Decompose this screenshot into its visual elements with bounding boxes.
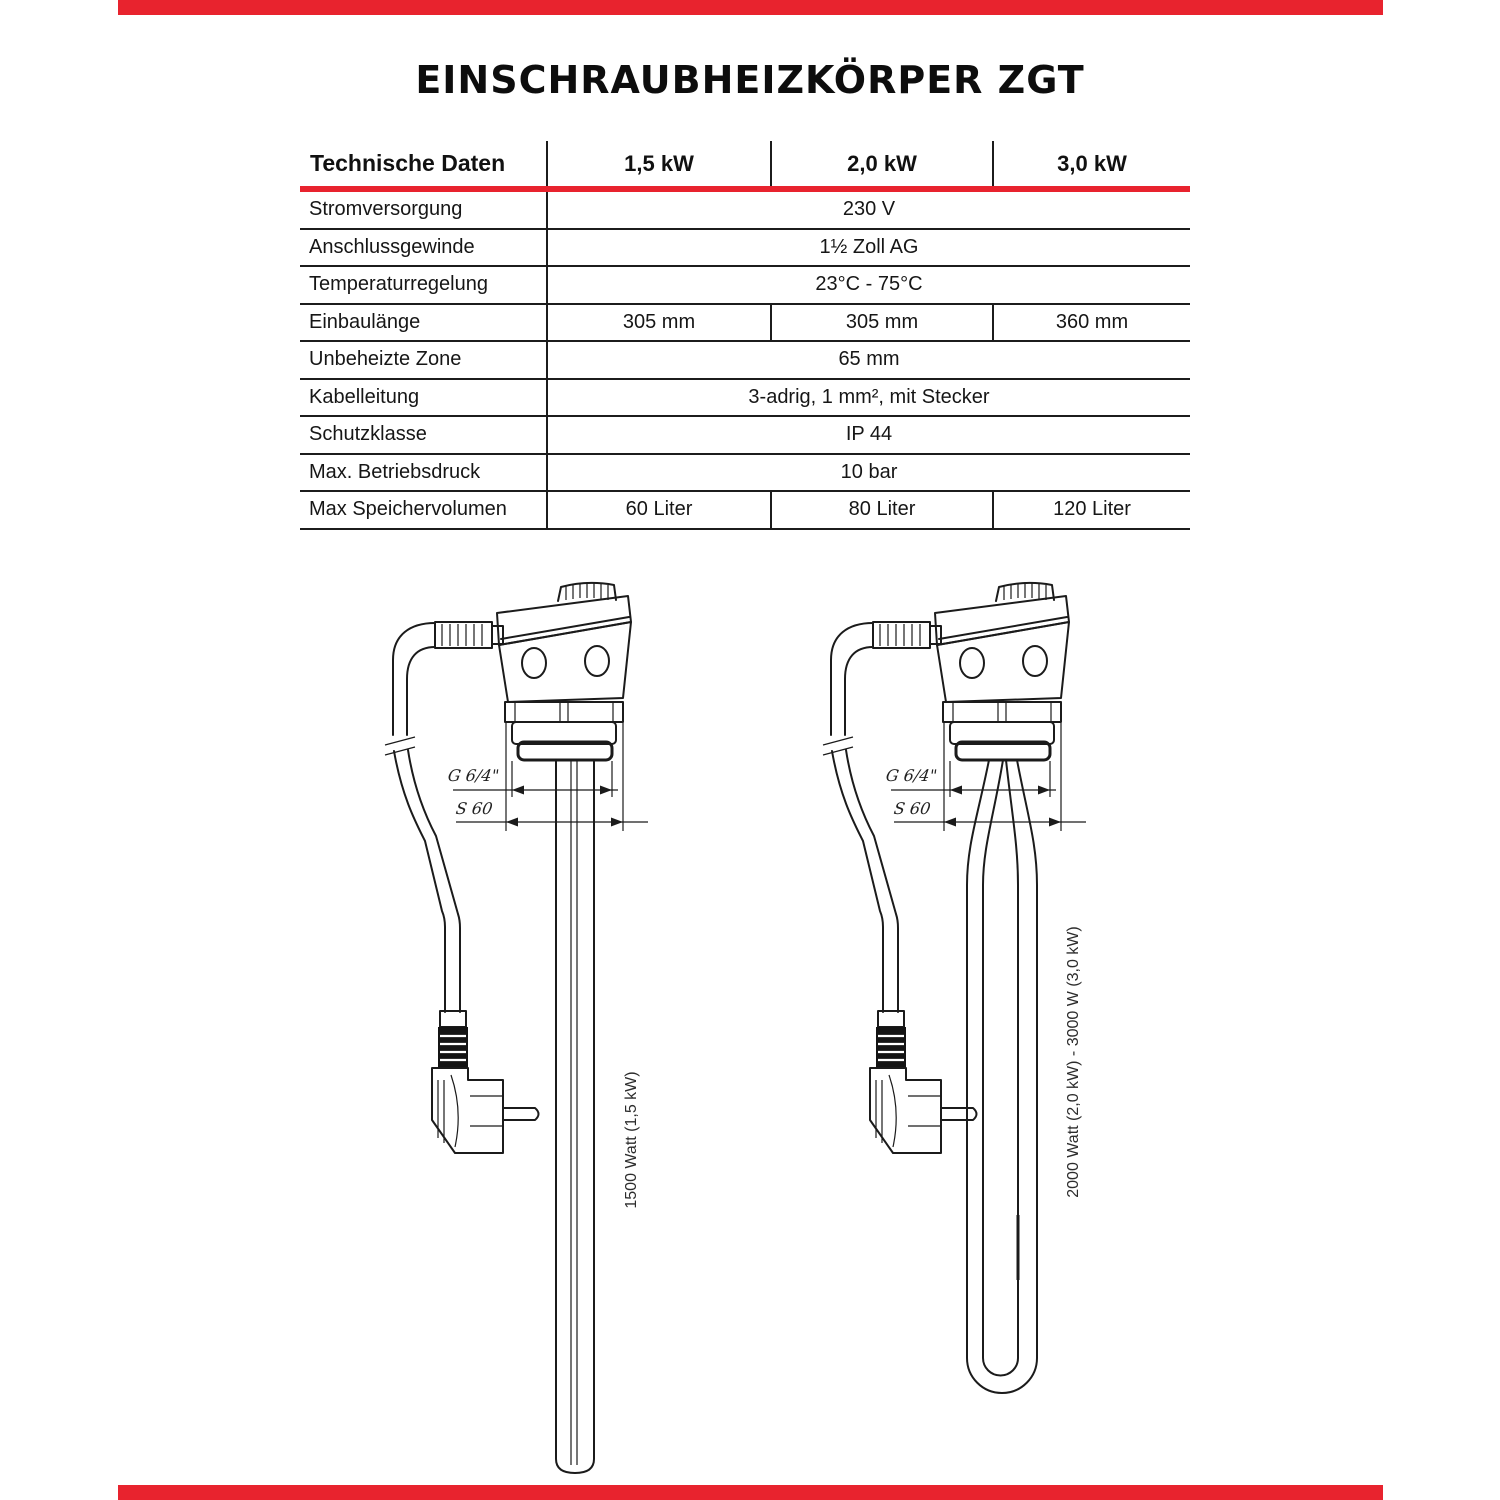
header-technische-daten: Technische Daten bbox=[300, 141, 548, 186]
table-row bbox=[300, 380, 1190, 418]
row-label: Anschlussgewinde bbox=[300, 230, 548, 266]
page-title: EINSCHRAUBHEIZKÖRPER ZGT bbox=[415, 58, 1085, 102]
row-value: 80 Liter bbox=[772, 492, 994, 528]
spec-table-header bbox=[300, 141, 1190, 186]
schuko-plug bbox=[870, 1011, 977, 1153]
heater-drawing-1500w bbox=[370, 575, 660, 1475]
row-value: 305 mm bbox=[772, 305, 994, 341]
thermostat-head bbox=[497, 582, 631, 760]
row-value: 230 V bbox=[842, 198, 896, 221]
table-row bbox=[300, 492, 1190, 530]
row-label: Stromversorgung bbox=[300, 192, 548, 228]
wrench-dimension-label-right: S 60 bbox=[892, 799, 932, 818]
table-row bbox=[300, 230, 1190, 268]
table-row bbox=[300, 342, 1190, 380]
bottom-red-bar bbox=[118, 1485, 1383, 1500]
heating-rod bbox=[556, 760, 594, 1473]
spec-table-body bbox=[300, 192, 1190, 530]
thermostat-head bbox=[935, 582, 1069, 760]
row-value: 120 Liter bbox=[1053, 498, 1131, 521]
table-row bbox=[300, 192, 1190, 230]
header-2-0kw: 2,0 kW bbox=[772, 141, 994, 186]
row-value: 60 Liter bbox=[548, 492, 772, 528]
table-row bbox=[300, 267, 1190, 305]
row-label: Einbaulänge bbox=[300, 305, 548, 341]
wrench-dimension-label-left: S 60 bbox=[454, 799, 494, 818]
row-label: Temperaturregelung bbox=[300, 267, 548, 303]
row-value: IP 44 bbox=[845, 423, 893, 446]
row-label: Max. Betriebsdruck bbox=[300, 455, 548, 491]
power-label-1500w: 1500 Watt (1,5 kW) bbox=[623, 1071, 640, 1209]
row-value: 360 mm bbox=[1055, 310, 1129, 333]
row-label: Unbeheizte Zone bbox=[300, 342, 548, 378]
power-label-2000-3000w: 2000 Watt (2,0 kW) - 3000 W (3,0 kW) bbox=[1065, 926, 1082, 1198]
heating-loop bbox=[967, 760, 1037, 1393]
row-label: Schutzklasse bbox=[300, 417, 548, 453]
thread-dimension-label-left: G 6/4" bbox=[446, 766, 501, 785]
row-value: 23°C - 75°C bbox=[815, 273, 923, 296]
schuko-plug bbox=[432, 1011, 539, 1153]
top-red-bar bbox=[118, 0, 1383, 15]
row-value: 3-adrig, 1 mm², mit Stecker bbox=[748, 385, 990, 408]
table-row bbox=[300, 417, 1190, 455]
row-label: Max Speichervolumen bbox=[300, 492, 548, 528]
row-value: 10 bar bbox=[840, 460, 898, 483]
thread-dimension-label-right: G 6/4" bbox=[884, 766, 939, 785]
row-label: Kabelleitung bbox=[300, 380, 548, 416]
heater-drawing-2000-3000w bbox=[808, 575, 1098, 1475]
row-value: 305 mm bbox=[548, 305, 772, 341]
header-1-5kw: 1,5 kW bbox=[548, 141, 772, 186]
table-row bbox=[300, 455, 1190, 493]
header-3-0kw: 3,0 kW bbox=[1057, 150, 1127, 176]
row-value: 65 mm bbox=[838, 348, 900, 371]
table-row bbox=[300, 305, 1190, 343]
row-value: 1½ Zoll AG bbox=[819, 235, 919, 258]
